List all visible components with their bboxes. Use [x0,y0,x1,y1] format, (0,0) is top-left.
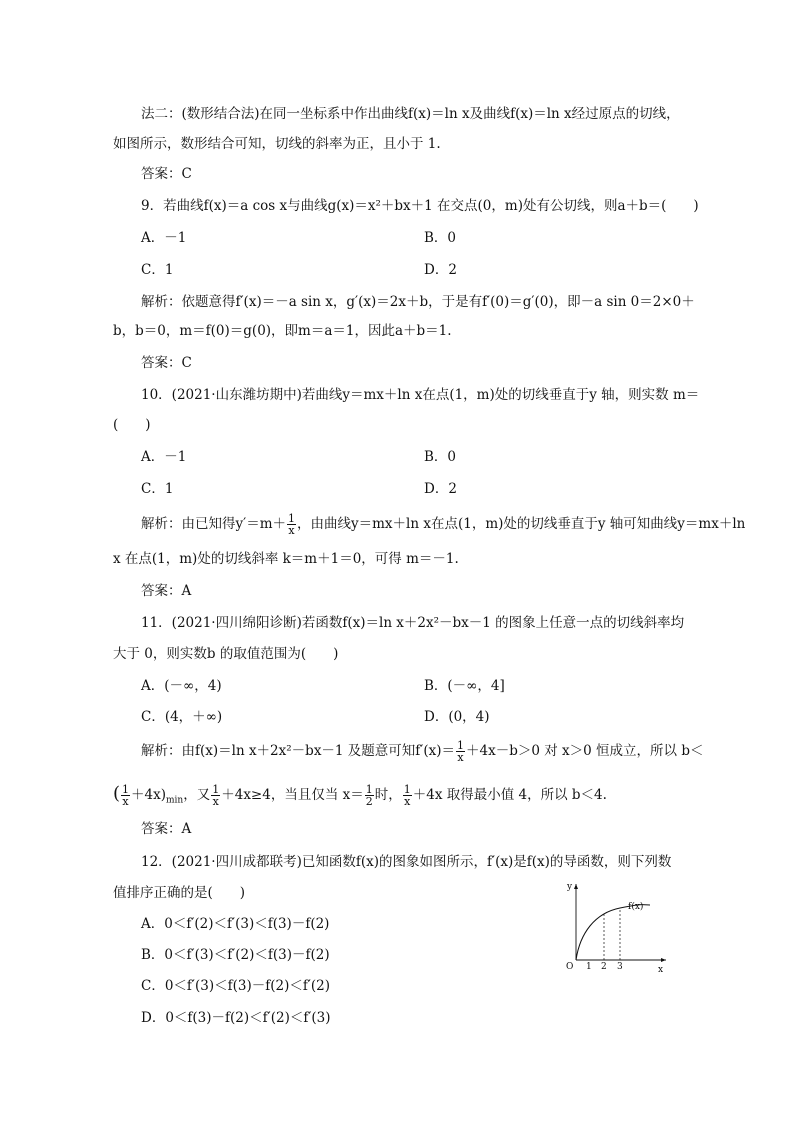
fraction-1-over-x: $\frac{1}{x}$ [212,783,220,808]
solution-10-text-a: 解析：由已知得y′＝m＋ [141,516,286,532]
tick-2: 2 [601,962,607,972]
q9-option-a: A．－1 [141,230,187,246]
solution-10-line1 [141,513,745,536]
y-axis-label: y [567,882,573,892]
answer-11: 答案：A [141,821,192,837]
question-9: 9．若曲线f(x)＝a cos x与曲线g(x)＝x²＋bx＋1 在交点(0，m)处有公切线，则a＋b＝( ) [141,198,699,214]
fraction-1-over-x: $\frac{1}{x}$ [457,739,465,764]
q12-option-d: D．0＜f(3)－f(2)＜f′(2)＜f′(3) [141,1010,331,1026]
q9-option-c: C．1 [141,262,174,278]
q11-option-d: D．(0，4) [424,709,490,725]
question-10-line1: 10．(2021·山东潍坊期中)若曲线y＝mx＋ln x在点(1，m)处的切线垂直于y 轴，则实数 m＝ [141,387,700,403]
tick-3: 3 [617,962,623,972]
question-12-line2: 值排序正确的是( ) [113,885,246,901]
solution-11-line1: 解析：由f(x)＝ln x＋2x²－bx－1 及题意可知f′(x)＝ $\frac{1}{x}$ ＋4x－b＞0 对 x＞0 恒成立，所以 b＜ [141,739,704,764]
q10-option-a: A．－1 [141,449,187,465]
method2-line2: 如图所示，数形结合可知，切线的斜率为正，且小于 1. [113,136,441,152]
function-graph [540,878,670,978]
solution-10-text-b: ，由曲线y＝mx＋ln x在点(1，m)处的切线垂直于y 轴可知曲线y＝mx＋ln [297,516,746,532]
q12-option-c: C．0＜f′(3)＜f(3)－f(2)＜f′(2) [141,978,331,994]
q11-option-c: C．(4，＋∞) [141,709,223,725]
curve-fx [576,905,650,960]
origin-label: O [566,962,574,972]
x-axis-label: x [658,965,664,975]
q10-option-b: B．0 [424,449,457,465]
fraction-1-over-x: $\frac{1}{x}$ [403,783,411,808]
curve-label: f(x) [628,902,644,912]
fraction-1-over-x: $\frac{1}{x}$ [288,512,295,537]
q10-option-c: C．1 [141,481,174,497]
method2-line1: 法二：(数形结合法)在同一坐标系中作出曲线f(x)＝ln x及曲线f(x)＝ln x经过原点的切线， [141,106,680,122]
solution-11-line2: ( $\frac{1}{x}$ $+4x)_{min}$，又 $\frac{1}{x}$ ＋4x≥4，当且仅当 x＝ $\frac{1}{2}$ 时， $\frac{1}{x}$ ＋4x 取得最小值 4，所以 b＜4. [113,783,607,808]
question-12-line1: 12．(2021·四川成都联考)已知函数f(x)的图象如图所示，f′(x)是f(x)的导函数，则下列数 [141,854,672,870]
solution-9-line2: b，b＝0，m＝f(0)＝g(0)，即m＝a＝1，因此a＋b＝1. [113,323,452,339]
answer-8: 答案：C [141,166,192,182]
q10-option-d: D．2 [424,481,457,497]
q12-option-a: A．0＜f′(2)＜f′(3)＜f(3)－f(2) [141,916,330,932]
fraction-1-over-x: $\frac{1}{x}$ [122,783,130,808]
x-axis-arrow [661,958,666,962]
solution-9-line1: 解析：依题意得f′(x)＝－a sin x，g′(x)＝2x＋b，于是有f′(0)＝g′(0)，即－a sin 0＝2×0＋ [141,294,695,310]
q9-option-d: D．2 [424,262,457,278]
q11-option-a: A．(－∞，4) [141,678,222,694]
question-11-line2: 大于 0，则实数b 的取值范围为( ) [113,646,339,662]
q9-option-b: B．0 [424,230,457,246]
question-10-line2: ( ) [113,417,151,433]
answer-10: 答案：A [141,583,192,599]
fraction-1-over-2: $\frac{1}{2}$ [365,783,373,808]
question-11-line1: 11．(2021·四川绵阳诊断)若函数f(x)＝ln x＋2x²－bx－1 的图象上任意一点的切线斜率均 [141,615,685,631]
solution-10-line2: x 在点(1，m)处的切线斜率 k＝m＋1＝0，可得 m＝－1. [113,551,459,567]
q11-option-b: B．(－∞，4] [424,678,505,694]
tick-1: 1 [586,962,592,972]
answer-9: 答案：C [141,355,192,371]
q12-option-b: B．0＜f′(3)＜f′(2)＜f(3)－f(2) [141,947,330,963]
y-axis-arrow [574,884,578,889]
